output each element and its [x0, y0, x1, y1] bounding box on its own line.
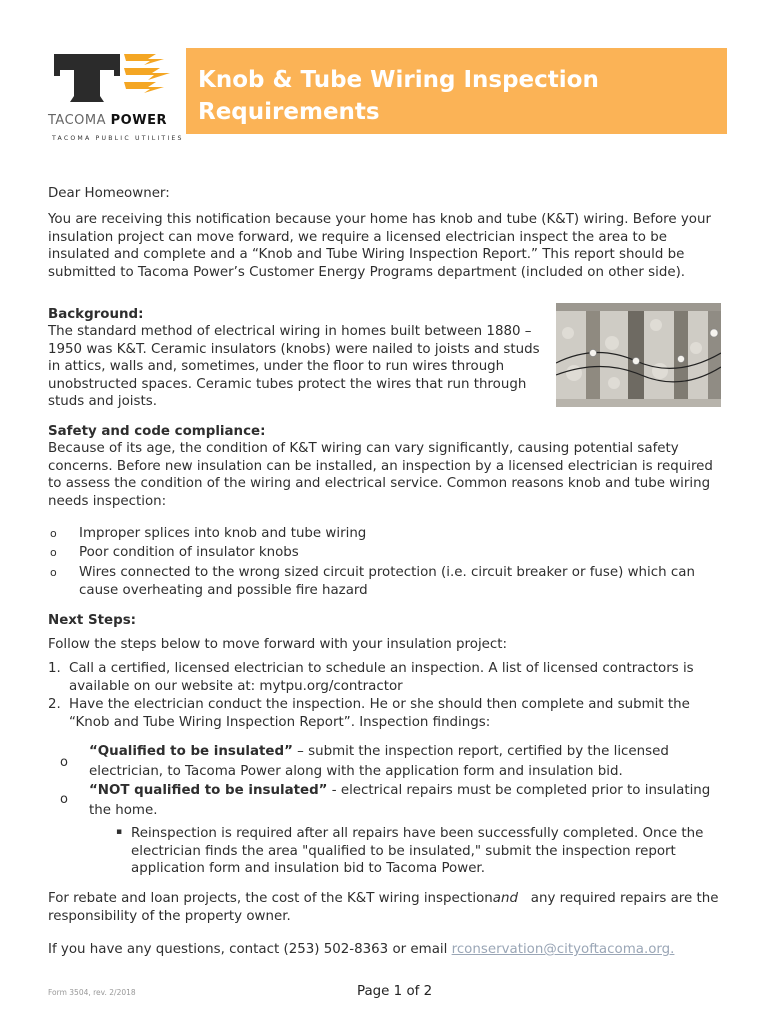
logo-subtitle: TACOMA PUBLIC UTILITIES — [52, 135, 184, 142]
finding-label: “NOT qualified to be insulated” — [89, 783, 328, 798]
tacoma-power-logo — [48, 50, 183, 140]
logo-wordmark — [48, 112, 167, 130]
rebate-text-after: any required repairs are the responsibility of the property owner. — [48, 891, 719, 924]
contact-line — [48, 941, 728, 959]
intro-paragraph: You are receiving this notification because your home has knob and tube (K&T) wiring. Before your insulation project can move forward, we require a licensed electrician inspect the area to be insulated and complete and a “Knob and Tube Wiring Inspection Report.” This report should be submitted to Tacoma Power’s Customer Energy Programs department (included on other side). — [48, 212, 711, 280]
bullet-marker: o — [50, 527, 57, 540]
step-text: Call a certified, licensed electrician to schedule an inspection. A list of licensed contractors is available on our website at: mytpu.org/contractor — [69, 661, 694, 694]
background-heading: Background: — [48, 307, 144, 322]
reason-text: Wires connected to the wrong sized circuit protection (i.e. circuit breaker or fuse) which can cause overheating and possible fire hazard — [79, 565, 695, 598]
wiring-photo-icon — [556, 303, 721, 407]
bullet-marker: o — [60, 755, 68, 770]
bullet-marker: o — [50, 546, 57, 559]
reinspection-text: Reinspection is required after all repairs have been successfully completed. Once the electrician finds the area "qualified to be insulated," submit the inspection report application form and insulation bid to Tacoma Power. — [131, 826, 704, 876]
form-number: Form 3504, rev. 2/2018 — [48, 988, 136, 997]
logo-brand-power: POWER — [110, 113, 167, 128]
next-steps-heading: Next Steps: — [48, 613, 137, 628]
rebate-text-before: For rebate and loan projects, the cost of the K&T wiring inspection — [48, 891, 493, 906]
finding-description: - electrical repairs must be completed prior to insulating the home. — [89, 783, 711, 818]
bullet-marker: o — [60, 792, 68, 807]
title-banner — [186, 48, 727, 134]
contact-text: If you have any questions, contact (253) 502-8363 or email — [48, 942, 452, 957]
reason-text: Improper splices into knob and tube wiring — [79, 526, 367, 541]
step-number: 1. — [48, 661, 61, 676]
rebate-paragraph — [48, 890, 728, 925]
greeting: Dear Homeowner: — [48, 186, 170, 201]
finding-text — [89, 781, 719, 820]
step-text: Have the electrician conduct the inspection. He or she should then complete and submit the “Knob and Tube Wiring Inspection Report”. Inspection findings: — [69, 697, 690, 730]
background-text: The standard method of electrical wiring in homes built between 1880 – 1950 was K&T. Ceramic insulators (knobs) were nailed to joists and studs in attics, walls and, sometimes, under the floor to run wires through unobstructed spaces. Ceramic tubes protect the wires that run through studs and joists. — [48, 324, 540, 409]
step-number: 2. — [48, 697, 61, 712]
email-link[interactable]: rconservation@cityoftacoma.org. — [451, 942, 675, 957]
rebate-emphasis: and — [492, 891, 518, 906]
finding-text — [89, 742, 719, 781]
safety-text: Because of its age, the condition of K&T wiring can vary significantly, causing potential safety concerns. Before new insulation can be installed, an inspection by a licensed electrician is required to assess the condition of the wiring and electrical service. Common reasons knob and tube wiring needs inspection: — [48, 441, 713, 509]
square-bullet-icon: ▪ — [116, 827, 123, 837]
reason-text: Poor condition of insulator knobs — [79, 545, 299, 560]
page-number: Page 1 of 2 — [357, 984, 433, 999]
logo-mark-icon — [48, 50, 178, 110]
finding-label: “Qualified to be insulated” — [89, 744, 293, 759]
finding-description: – submit the inspection report, certified by the licensed electrician, to Tacoma Power along with the application form and insulation bid. — [89, 744, 669, 779]
logo-brand-tacoma: TACOMA — [48, 113, 107, 128]
next-steps-intro: Follow the steps below to move forward with your insulation project: — [48, 637, 508, 652]
page-title: Knob & Tube Wiring Inspection Requirements — [198, 67, 599, 125]
knob-and-tube-photo — [556, 303, 721, 407]
bullet-marker: o — [50, 566, 57, 579]
safety-heading: Safety and code compliance: — [48, 424, 266, 439]
